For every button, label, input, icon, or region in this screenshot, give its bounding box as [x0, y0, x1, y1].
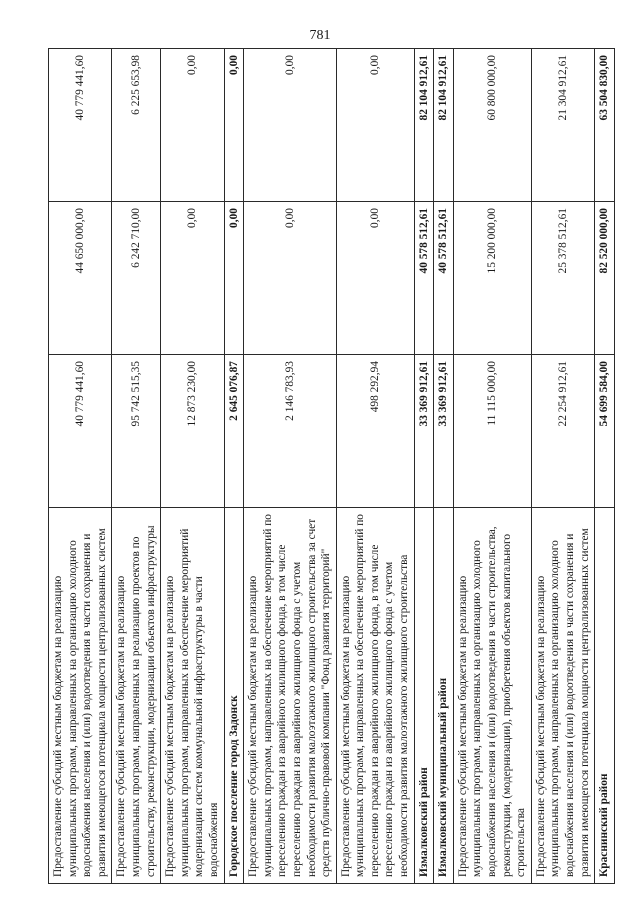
row-value-3: 0,00 — [161, 49, 224, 202]
row-value-2: 0,00 — [161, 202, 224, 355]
row-value-1: 40 779 441,60 — [49, 355, 112, 508]
row-value-3: 40 779 441,60 — [49, 49, 112, 202]
table-row — [453, 49, 531, 884]
row-value-1: 33 369 912,61 — [414, 355, 434, 508]
row-name: Предоставление субсидий местным бюджетам на реализацию муниципальных программ, направленных на организацию холодного водоснабжения населения и (или) водоотведения в части сохранения и развития имеющегося потенциала мощности централизованных систем — [49, 508, 112, 884]
table-row-subtotal — [595, 49, 615, 884]
row-value-2: 40 578 512,61 — [434, 202, 454, 355]
row-value-3: 0,00 — [224, 49, 244, 202]
row-value-3: 0,00 — [336, 49, 414, 202]
row-value-3: 0,00 — [244, 49, 337, 202]
row-name: Измалковский район — [414, 508, 434, 884]
table-row-subtotal — [224, 49, 244, 884]
row-value-2: 6 242 710,00 — [112, 202, 161, 355]
row-value-1: 22 254 912,61 — [531, 355, 594, 508]
row-name: Предоставление субсидий местным бюджетам на реализацию муниципальных программ, направленных на организацию холодного водоснабжения населения и (или) водоотведения в части сохранения и развития имеющегося потенциала мощности централизованных систем — [531, 508, 594, 884]
row-value-1: 95 742 515,35 — [112, 355, 161, 508]
row-name: Городское поселение город Задонск — [224, 508, 244, 884]
table-row — [112, 49, 161, 884]
table-row — [531, 49, 594, 884]
table-row — [49, 49, 112, 884]
row-value-1: 11 115 000,00 — [453, 355, 531, 508]
table-row — [161, 49, 224, 884]
row-value-3: 21 304 912,61 — [531, 49, 594, 202]
row-value-2: 0,00 — [244, 202, 337, 355]
row-value-1: 498 292,94 — [336, 355, 414, 508]
page-number: 781 — [309, 28, 331, 43]
row-value-3: 60 800 000,00 — [453, 49, 531, 202]
row-value-1: 33 369 912,61 — [434, 355, 454, 508]
row-value-1: 12 873 230,00 — [161, 355, 224, 508]
row-name: Краснинский район — [595, 508, 615, 884]
row-name: Предоставление субсидий местным бюджетам на реализацию муниципальных программ, направленных на обеспечение мероприятий модернизации систем коммунальной инфраструктуры в части водоснабжения — [161, 508, 224, 884]
rotated-table-area — [48, 48, 611, 884]
row-name: Измалковский муниципальный район — [434, 508, 454, 884]
row-value-3: 82 104 912,61 — [434, 49, 454, 202]
row-name: Предоставление субсидий местным бюджетам на реализацию муниципальных программ, направленных на обеспечение мероприятий по переселению граждан из аварийного жилищного фонда, в том числе переселению граждан из аварийного жилищного фонда с учетом необходимости развития малоэтажного жилищного строительства за счет средств публично-правовой компании "Фонд развития территорий" — [244, 508, 337, 884]
row-value-3: 6 225 653,98 — [112, 49, 161, 202]
row-value-2: 44 650 000,00 — [49, 202, 112, 355]
row-value-3: 63 504 830,00 — [595, 49, 615, 202]
row-value-2: 0,00 — [224, 202, 244, 355]
table-row — [336, 49, 414, 884]
table-row-subtotal — [434, 49, 454, 884]
table-row — [244, 49, 337, 884]
row-value-2: 82 520 000,00 — [595, 202, 615, 355]
row-value-2: 0,00 — [336, 202, 414, 355]
row-value-1: 2 645 076,87 — [224, 355, 244, 508]
row-value-3: 82 104 912,61 — [414, 49, 434, 202]
row-value-1: 54 699 584,00 — [595, 355, 615, 508]
row-name: Предоставление субсидий местным бюджетам на реализацию муниципальных программ, направленных на обеспечение мероприятий по переселению граждан из аварийного жилищного фонда, в том числе переселению граждан из аварийного жилищного фонда с учетом необходимости развития малоэтажного жилищного строительства — [336, 508, 414, 884]
row-value-2: 25 378 512,61 — [531, 202, 594, 355]
row-name: Предоставление субсидий местным бюджетам на реализацию муниципальных программ, направленных на организацию холодного водоснабжения населения и (или) водоотведения в части строительства, реконструкции, (модернизации), приобретения объектов капитального строительства — [453, 508, 531, 884]
row-value-2: 15 200 000,00 — [453, 202, 531, 355]
budget-table — [48, 48, 615, 884]
table-row-subtotal — [414, 49, 434, 884]
row-name: Предоставление субсидий местным бюджетам на реализацию муниципальных программ, направленных на реализацию проектов по строительству, реконструкции, модернизации объектов инфраструктуры — [112, 508, 161, 884]
row-value-2: 40 578 512,61 — [414, 202, 434, 355]
row-value-1: 2 146 783,93 — [244, 355, 337, 508]
